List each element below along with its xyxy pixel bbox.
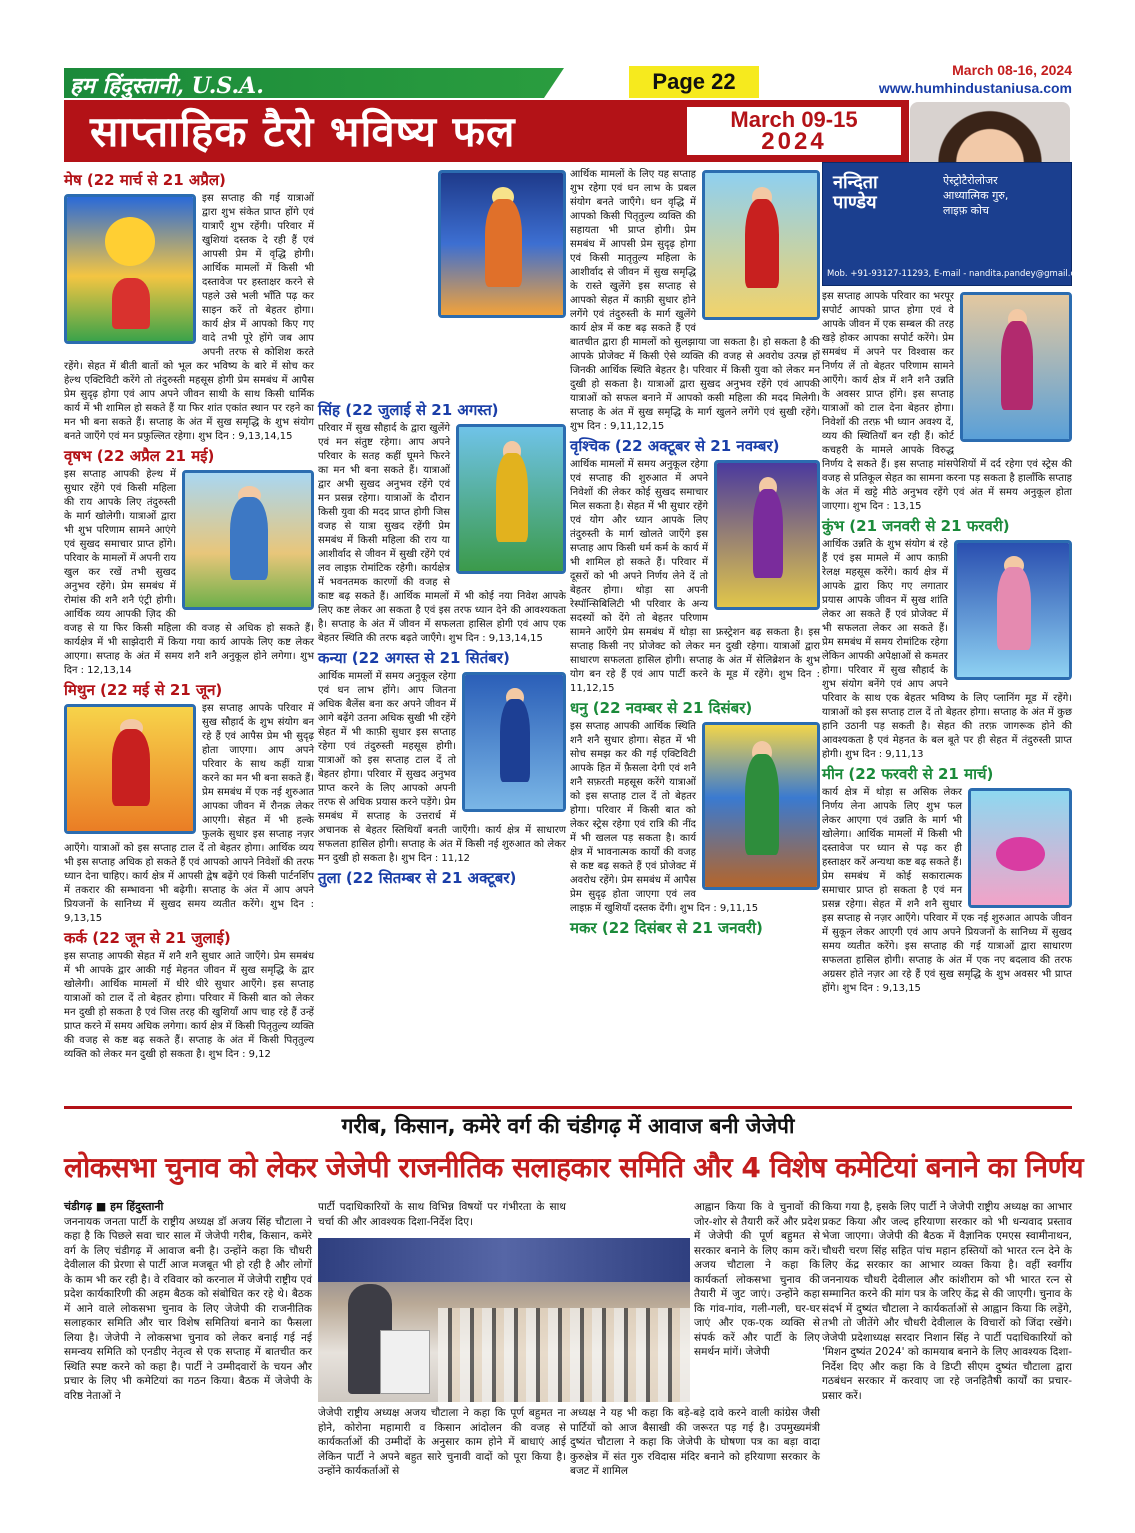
text-kanya: आर्थिक मामलों में समय अनुकूल रहेगा एवं धन लाभ होंगे। आप जितना अधिक बैलेंस बना कर अपने जीवन में आगे बढ़ेंगे उतना अधिक सुखी भी रहेंगे सेहत में भी काफ़ी सुधार इस सप्ताह रहेगा एवं तंदुरुस्ती महसूस होगी। यात्राओं को इस सप्ताह टाल दें तो बेहतर होगा। परिवार में सुखद अनुभव प्राप्त करने के लिए आपको अपनी तरफ से अधिक प्रयास करने पड़ेंगे। प्रेम समबंध में सप्ताह के उत्तरार्ध में अचानक से बेहतर स्तिथियाँ बनती जाएँगी। कार्य क्षेत्र में साधारण सफलता हासिल होगी। सप्ताह के अंत में किसी नई शुरुआत को लेकर मन दुखी हो सकता है। शुभ दिन : 11,12 (318, 671, 566, 864)
horoscope-column-2 (318, 168, 566, 890)
text-dhanu: इस सप्ताह आपकी आर्थिक स्थिति शनै शनै सुधार होगा। सेहत में भी सोच समझ कर की गई एक्टिविटी आपके हित में फ़ैसला देगी एवं शनै शनै सफ़रती महसूस करेंगे यात्राओं को इस सप्ताह टाल दें तो बेहतर होगा। परिवार में किसी बात को लेकर स्ट्रेस रहेगा एवं रात्रि की नींद में भी खलल पड़ सकता है। कार्य क्षेत्र में भावनात्मक कार्यों की वजह से कष्ट बढ़ सकते हैं एवं प्रोजेक्ट में अवरोध रहेंगे। प्रेम समबंध में आपैस प्रेम सुदृढ़ होता जाएगा एवं लव लाइफ़ में खुशियाँ दस्तक देंगी। शुभ दिन : 9,11,15 (570, 721, 759, 914)
author-name (833, 173, 878, 213)
news-text-3a: आह्वान किया कि वे चुनावों की जोर-शोर से तैयारी करें और प्रदेश में जेजेपी की पूर्ण बहुमत से सरकार बनाने के लिए काम करें। अजय चौटाला ने कहा कि कार्यकर्ता लोकसभा चुनाव की तैयारी में जुट जाएं। उन्होंने कहा कि गांव-गांव, गली-गली, घर-घर जाएं और एक-एक व्यक्ति से संपर्क करें और पार्टी के लिए समर्थन मांगें। जेजेपी (694, 1201, 820, 1358)
author-first-name: नन्दिता (833, 172, 878, 193)
heading-kanya: कन्या (22 अगस्त से 21 सितंबर) (318, 649, 510, 667)
tarot-card-strength-image (456, 424, 566, 574)
week-box (685, 105, 903, 157)
news-column-2 (318, 1200, 566, 1229)
text-kark: इस सप्ताह आपकी सेहत में शनै शनै सुधार आते जाएँगे। प्रेम समबंध में भी आपके द्वार आकी गई मेहनत जीवन में सुख समृद्धि के द्वार खोलेगी। आर्थिक मामलों में धीरे धीरे सुधार आएँगे। इस सप्ताह यात्राओं को टाल दें तो बेहतर होगा। परिवार में किसी बात को लेकर मन दुखी हो सकता है एवं जिस तरह की खुशियाँ आप चाह रहे हैं उन्हें प्राप्त करने में समय अधिक लगेगा। कार्य क्षेत्र में किसी पितृतुल्य व्यक्ति की वजह से कष्ट बढ़ सकते हैं। सप्ताह के अंत में किसी पितृतुल्य व्यक्ति को लेकर मन दुखी हो सकता है। शुभ दिन : 9,12 (64, 951, 314, 1060)
heading-vrishabh: वृषभ (22 अप्रैल 21 मई) (64, 447, 215, 465)
heading-dhanu: धनु (22 नवम्बर से 21 दिसंबर) (570, 699, 753, 717)
news-kicker: गरीब, किसान, कमेरे वर्ग की चंडीगढ़ में आवाज बनी जेजेपी (341, 1114, 795, 1138)
text-kark-continued (318, 168, 432, 398)
heading-kark: कर्क (22 जून से 21 जुलाई) (64, 929, 231, 947)
tarot-card-queen-image (64, 704, 196, 834)
news-column-1 (64, 1200, 312, 1403)
author-role-1: ऐस्ट्रोटैरोलोजर (943, 174, 998, 187)
author-role-3: लाइफ़ कोच (943, 204, 989, 217)
heading-mithun: मिथुन (22 मई से 21 जून) (64, 681, 223, 699)
text-meen: कार्य क्षेत्र में थोड़ा स असिक लेकर निर्णय लेना आपके लिए शुभ फल लेकर आएगा एवं उन्नति के मार्ग भी खोलेगा। आर्थिक मामलों में किसी भी दस्तावेज पर ध्यान से पढ़ कर ही हस्ताक्षर करें अन्यथा कष्ट बढ़ सकते हैं। प्रेम समबंध में कोई सकारात्मक समाचार प्राप्त हो सकता है एवं मन प्रसन्न रहेगा। सेहत में शनै शनै सुधार इस सप्ताह से नज़र आएँगे। परिवार में एक नई शुरुआत आपके जीवन में सुकून लेकर आएगी एवं आप अपने प्रियजनों के सानिध्य में सुखद समय व्यतीत करेंगे। इस सप्ताह की गई यात्राओं द्वारा साधारण सफलता हासिल होगी। सप्ताह के अंत में एक नए बदलाव की तरफ अग्रसर होते नज़र आ रहे हैं एवं सुख समृद्धि के शुभ अवसर भी प्राप्त होंगे। शुभ दिन : 9,13,15 (822, 787, 1072, 994)
text-tula: आर्थिक मामलों के लिए यह सप्ताह शुभ रहेगा एवं धन लाभ के प्रबल संयोग बनते जाएँगे। धन वृद्धि में आपको किसी पितृतुल्य व्यक्ति की सहायता भी प्राप्त होगी। प्रेम समबंध में आपसी प्रेम सुदृढ़ होगा एवं किसी मातृतुल्य महिला के आशीर्वाद से जीवन में सुख समृद्धि के रास्ते खुलेंगे इस सप्ताह से आपको सेहत में काफ़ी सुधार होने लगेंगे एवं तंदुरुस्ती के मार्ग खुलेंगे कार्य क्षेत्र में कष्ट बढ़ सकते हैं एवं बातचीत द्वारा ही मामलों को सुलझाया जा सकता है। हो सकता है की आपके प्रोजेक्ट में किसी ऐसे व्यक्ति की वजह से अवरोध उत्पन्न हों जिनकी आर्थिक स्थिति बेहतर है। परिवार में किसी युवा को लेकर मन दुखी हो सकता है। यात्राओं द्वारा सुखद अनुभव रहेंगे एवं आपकी यात्राओं को सफल बनाने में आपको कसी महिला की मदद मिलेगी। सप्ताह के अंत में सुख समृद्धि के मार्ग खुलने लगेंगे एवं सुखी रहेंगे। शुभ दिन : 9,11,12,15 (570, 169, 820, 432)
heading-makar: मकर (22 दिसंबर से 21 जनवरी) (570, 919, 763, 937)
heading-kumbh: कुंभ (21 जनवरी से 21 फरवरी) (822, 517, 1010, 535)
heading-tula: तुला (22 सितम्बर से 21 अक्टूबर) (318, 869, 517, 887)
author-last-name: पाण्डेय (833, 192, 877, 213)
section-divider (64, 1106, 1072, 1109)
text-makar: इस सप्ताह आपके परिवार का भरपूर सपोर्ट आपको प्राप्त होगा एवं वे आपके जीवन में एक सम्बल की तरह खड़े होकर आपका सपोर्ट करेंगे। प्रेम समबंध में अपने पर विश्वास कर निर्णय लें तो बेहतर परिणाम सामने आएँगे। कार्य क्षेत्र में शनै शनै उन्नति के अवसर प्राप्त होंगे। इस सप्ताह यात्राओं को टाल देना बेहतर होगा। निवेशों की तरफ़ भी ध्यान अवश्य दें, व्यय की स्थितियाँ बन रही हैं। कोर्ट कचहरी के मामले आपके विरुद्ध निर्णय दे सकते हैं। इस सप्ताह मांसपेशियों में दर्द रहेगा एवं स्ट्रेस की वजह से प्रतिकूल सेहत का सामना करना पड़ सकता है हालाँकि सप्ताह के अंत में खट्टे मीठे अनुभव रहेंगे एवं अंत में समय अनुकूल होता जाएगा। शुभ दिन : 13,15 (822, 291, 1072, 512)
issue-date: March 08-16, 2024 (952, 62, 1072, 78)
text-vrishabh: इस सप्ताह आपकी हेल्थ में सुधार रहेंगे एवं किसी महिला की राय आपके लिए तंदुरुस्ती के मार्ग खोलेगी। यात्राओं द्वारा भी शुभ परिणाम सामने आएंगे एवं सुखद समाचार प्राप्त होंगे। परिवार के मामलों में अपनी राय खुल कर रखें तभी सुखद अनुभव रहेंगे। प्रेम समबंध में रोमांस की शनै शनै एंट्री होगी। आर्थिक व्यय आपकी ज़िद की वजह से या फिर किसी महिला की वजह से अधिक हो सकते हैं। कार्यक्षेत्र में भी साझेदारी में किया गया कार्य आपके लिए कष्ट लेकर आएगा। सप्ताह के अंत में समय शनै शनै अनुकूल होने लगेगा। शुभ दिन : 12,13,14 (64, 469, 314, 676)
tarot-card-chariot-image (702, 722, 820, 890)
author-panel (822, 162, 1089, 286)
publication-name: हम हिंदुस्तानी, U.S.A. (70, 73, 264, 99)
tarot-card-priestess-image (714, 460, 820, 610)
page-header (64, 62, 1072, 99)
text-mithun: इस सप्ताह आपके परिवार में सुख सौहार्द के शुभ संयोग बन रहे हैं एवं आपैस प्रेम भी सुदृढ़ होता जाएगा। आप अपने परिवार के साथ कहीं यात्रा करने का मन भी बना सकते हैं। प्रेम समबंध में एक नई शुरुआत आपका जीवन में रौनक़ लेकर आएगी। सेहत में भी हल्के फुलके सुधार इस सप्ताह नज़र आएँगे। यात्राओं को इस सप्ताह टाल दें तो बेहतर होगा। आर्थिक व्यय भी इस सप्ताह अधिक हो सकते हैं एवं आपको आपने निवेशों की तरफ ध्यान देना चाहिए। कार्य क्षेत्र में आपसी द्वेष बढ़ेंगे एवं किसी पार्टनर्शिप में तकरार की सम्भावना भी बढ़ेगी। सप्ताह के अंत में आप अपने प्रियजनों के सानिध्य में सुखद समय व्यतीत करेंगे। शुभ दिन : 9,13,15 (64, 703, 314, 924)
author-role-2: आध्यात्मिक गुरु, (943, 189, 1009, 202)
news-event-photo (318, 1238, 690, 1402)
horoscope-column-4 (822, 290, 1072, 998)
news-column-3 (694, 1200, 820, 1360)
heading-vrishchik: वृश्चिक (22 अक्टूबर से 21 नवम्बर) (570, 437, 780, 455)
news-column-3-bottom (570, 1406, 820, 1479)
tarot-card-empress-image (960, 292, 1072, 442)
news-text-1: जननायक जनता पार्टी के राष्ट्रीय अध्यक्ष डॉ अजय सिंह चौटाला ने कहा है कि पिछले सवा चार साल में जेजेपी गरीब, किसान, कमेरे वर्ग के लिए चंडीगढ़ में आवाज बनी है। उन्होंने कहा कि चौधरी देवीलाल की प्रेरणा से पार्टी आज मजबूत भी हो रही है और लोगों के काम भी कर रही है। वे रविवार को करनाल में जेजेपी राष्ट्रीय एवं प्रदेश कार्यकारिणी की अहम बैठक को संबोधित कर रहे थे। बैठक में आने वाले लोकसभा चुनाव के लिए जेजेपी की राजनीतिक सलाहकार समिति और चार विशेष समितियां बनाने का फैसला लिया है। जेजेपी ने लोकसभा चुनाव को लेकर बनाई गई नई समन्वय समिति को एनडीए नेतृत्व से एक सप्ताह में बातचीत कर स्थिति स्पष्ट करने को कहा है। पार्टी ने उम्मीदवारों के चयन और प्रचार के लिए भी कमेटियां का गठन किया। बैठक में जेजेपी के वरिष्ठ नेताओं ने (64, 1215, 312, 1402)
news-headline: लोकसभा चुनाव को लेकर जेजेपी राजनीतिक सलाहकार समिति और 4 विशेष कमेटियां बनाने का निर्णय (64, 1151, 1084, 1184)
tarot-card-fish-image (968, 788, 1072, 908)
heading-mesh: मेष (22 मार्च से 21 अप्रैल) (64, 171, 226, 189)
text-singh: परिवार में सुख सौहार्द के द्वारा खुलेंगे एवं मन संतुष्ट रहेगा। आप अपने परिवार के सतह कहीं घूमने फिरने का मन भी बना सकते हैं। यात्राओं द्वार अभी सुखद अनुभव रहेंगे एवं मन प्रसन्न रहेगा। यात्राओं के दौरान किसी युवा की मदद प्राप्त होगी जिस वजह से यात्रा सुखद रहेंगी प्रेम समबंध में किसी महिला की राय या आशीर्वाद से जीवन में सुखी रहेंगे एवं लव लाइफ़ रोमांटिक रहेगी। कार्यक्षेत्र में भवनतमक कारणों की वजह से काष्ट बढ़ सकते हैं। आर्थिक मामलों में भी कोई नया निवेश आपके लिए कष्ट लेकर आ सकता है एवं इस तरफ ध्यान देने की आवश्यकता है। सप्ताह के अंत में जीवन में सफलता हासिल होगी एवं आप एक बेहतर स्थिति की तरफ बढ़ते जाएँगे। शुभ दिन : 9,13,14,15 (318, 423, 566, 644)
title-banner (64, 100, 909, 162)
page-title: साप्ताहिक टैरो भविष्य फल (90, 107, 516, 156)
news-column-4 (822, 1200, 1072, 1403)
news-text-2a: पार्टी पदाधिकारियों के साथ विभिन्न विषयों पर गंभीरता के साथ चर्चा की और आवश्यक दिशा-निर्देश दिए। (318, 1201, 566, 1228)
news-text-4: किया गया है, इसके लिए पार्टी ने जेजेपी राष्ट्रीय अध्यक्ष का आभार प्रकट किया और जल्द हरियाणा सरकार को भी धन्यवाद प्रस्ताव भेजा जाएगा। जेजेपी की बैठक में वैज्ञानिक एमएस स्वामीनाथन, चौधरी चरण सिंह सहित पांच महान हस्तियों को भारत रत्न देने के लिए केंद्र सरकार का आभार व्यक्त किया है। वहीं स्वर्गीय जननायक चौधरी देवीलाल और कांशीराम को भी भारत रत्न से सम्मानित करने की मांग पत्र के जरिए केंद्र से की जाएगी। चुनाव के संदर्भ में दुष्यंत चौटाला ने कार्यकर्ताओं से आह्वान किया कि लड़ेंगे, तभी तो जीतेंगे और चौधरी देवीलाल के विचारों को जिंदा रखेंगे। जेजेपी प्रदेशाध्यक्ष सरदार निशान सिंह ने पार्टी पदाधिकारियों को 'मिशन दुष्यंत 2024' को कामयाब बनाने के लिए आवश्यक दिशा-निर्देश दिए और कहा कि वे डिप्टी सीएम दुष्यंत चौटाला द्वारा गठबंधन सरकार में करवाए जा रहे जनहितैषी कार्यों का प्रचार-प्रसार करें। (822, 1201, 1072, 1402)
news-column-2-bottom (318, 1406, 566, 1479)
heading-singh: सिंह (22 जुलाई से 21 अगस्त) (318, 401, 499, 419)
week-dates: March 09-15 (730, 107, 858, 132)
heading-meen: मीन (22 फरवरी से 21 मार्च) (822, 765, 994, 783)
website-link[interactable]: www.humhindustaniusa.com (878, 80, 1072, 96)
author-contact: Mob. +91-93127-11293, E-mail - nandita.pandey@gmail.com (827, 269, 1089, 279)
tarot-card-sun-image (64, 194, 196, 344)
tarot-card-justice-image (702, 170, 820, 320)
horoscope-column-1 (64, 168, 314, 1064)
text-mesh: इस सप्ताह की गई यात्राओं द्वारा शुभ संकेत प्राप्त होंगे एवं यात्राएँ शुभ रहेंगी। परिवार में खुशियां दस्तक दे रही हैं एवं आपसी प्रेम में वृद्धि होगी। आर्थिक मामलों में किसी भी दस्तावेज पर हस्ताक्षर करने से पहले उसे भली भाँति पढ़ कर साइन करें तो बेहतर होगा। कार्य क्षेत्र में आपको किए गए वादे तभी पूरे होंगे जब आप अपनी तरफ से कोशिश करते रहेंगे। सेहत में बीती बातों को भूल कर भविष्य के बारे में सोच कर हेल्थ एक्टिविटी करेंगे तो तंदुरुस्ती महसूस होगी प्रेम समबंध में आपैस प्रेम सुदृढ़ होगा एवं आप अपने जीवन साथी के साथ किसी धार्मिक कार्य में भी शामिल हो सकते हैं या फिर शांत एकांत स्थान पर रहने का मन भी बना सकते हैं। सप्ताह के अंत में सुख समृद्धि के शुभ संयोग बनते जाएँगे एवं मन प्रफुल्लित रहेगा। शुभ दिन : 9,13,14,15 (64, 193, 314, 442)
text-vrishchik: आर्थिक मामलों में समय अनुकूल रहेगा एवं सप्ताह की शुरुआत में अपने निवेशों की लेकर कोई सुखद समाचार मिल सकता है। सेहत में भी सुधार रहेंगे एवं योग और ध्यान आपके लिए तंदुरुस्ती के मार्ग खोलते जाएँगे इस सप्ताह आप किसी धर्म कर्म के कार्य में भी शामिल हो सकते हैं। परिवार में दूसरों को भी अपने निर्णय लेने दें तो बेहतर होगा। थोड़ा सा अपनी रेस्पॉन्सिबिलिटी भी परिवार के अन्य सदस्यों को देंगे तो बेहतर परिणाम सामने आएँगे प्रेम समबंध में थोड़ा सा फ्रस्ट्रेशन बढ़ सकता है। इस सप्ताह किसी नए प्रोजेक्ट को लेकर मन दुखी रहेगा। यात्राओं द्वारा साधारण सफलता हासिल होगी। सप्ताह के अंत में सेलिब्रेशन के शुभ योग बन रहे हैं एवं आप पार्टी करने के मूड में रहेंगे। शुभ दिन : 11,12,15 (570, 459, 820, 694)
page-number: Page 22 (629, 66, 759, 98)
news-text-3b: अध्यक्ष ने यह भी कहा कि बड़े-बड़े दावे करने वाली कांग्रेस जैसी पार्टियों को आज बैसाखी की जरूरत पड़ गई है। उपमुख्यमंत्री दुष्यंत चौटाला ने कहा कि जेजेपी के घोषणा पत्र का बड़ा वादा कुरुक्षेत्र में संत गुरु रविदास मंदिर बनाने को हरियाणा सरकार के बजट में शामिल (570, 1407, 820, 1477)
horoscope-column-3 (570, 168, 820, 940)
author-role (943, 173, 1067, 218)
text-kumbh: आर्थिक उन्नति के शुभ संयोग बं रहे हैं एवं इस मामले में आप काफ़ी रेलक्ष महसूस करेंगे। कार्य क्षेत्र में आपके द्वारा किए गए लगातार प्रयास आपके जीवन में सुख शांति लेकर आ सकते हैं एवं प्रोजेक्ट में भी सफलता लेकर आ सकते हैं। प्रेम समबंध में समय रोमांटिक रहेगा लेकिन आपकी अपेक्षाओं से कमतर होगा। परिवार में सुख सौहार्द के शुभ संयोग बनेंगे एवं आप अपने परिवार के साथ एक बेहतर भविष्य के लिए प्लानिंग मूड में रहेंगे। यात्राओं को इस सप्ताह टाल दें तो बेहतर होगा। सप्ताह के अंत में कुछ हानि उठानी पड़ सकती है। सेहत की तरफ़ जागरूक होने की आवश्यकता है एवं मेहनत के बल बूते पर ही सेहत में तंदुरुस्ती प्राप्त होगी। शुभ दिन : 9,11,13 (822, 539, 1072, 760)
news-text-2b: जेजेपी राष्ट्रीय अध्यक्ष अजय चौटाला ने कहा कि पूर्ण बहुमत ना होने, कोरोना महामारी व किसान आंदोलन की वजह से कार्यकर्ताओं की उम्मीदों के अनुसार काम होने में बाधाएं आई लेकिन पार्टी ने अपने बहुत सारे चुनावी वादों को पूरा किया है। उन्होंने कार्यकर्ताओं से (318, 1407, 566, 1477)
tarot-card-moon-image (438, 170, 566, 318)
tarot-card-knight-image (182, 470, 314, 610)
news-dateline: चंडीगढ़ ■ हम हिंदुस्तानी (64, 1200, 164, 1213)
tarot-card-star-image (954, 540, 1072, 680)
tarot-card-fortune-image (462, 672, 566, 812)
week-year: 2024 (761, 128, 827, 155)
